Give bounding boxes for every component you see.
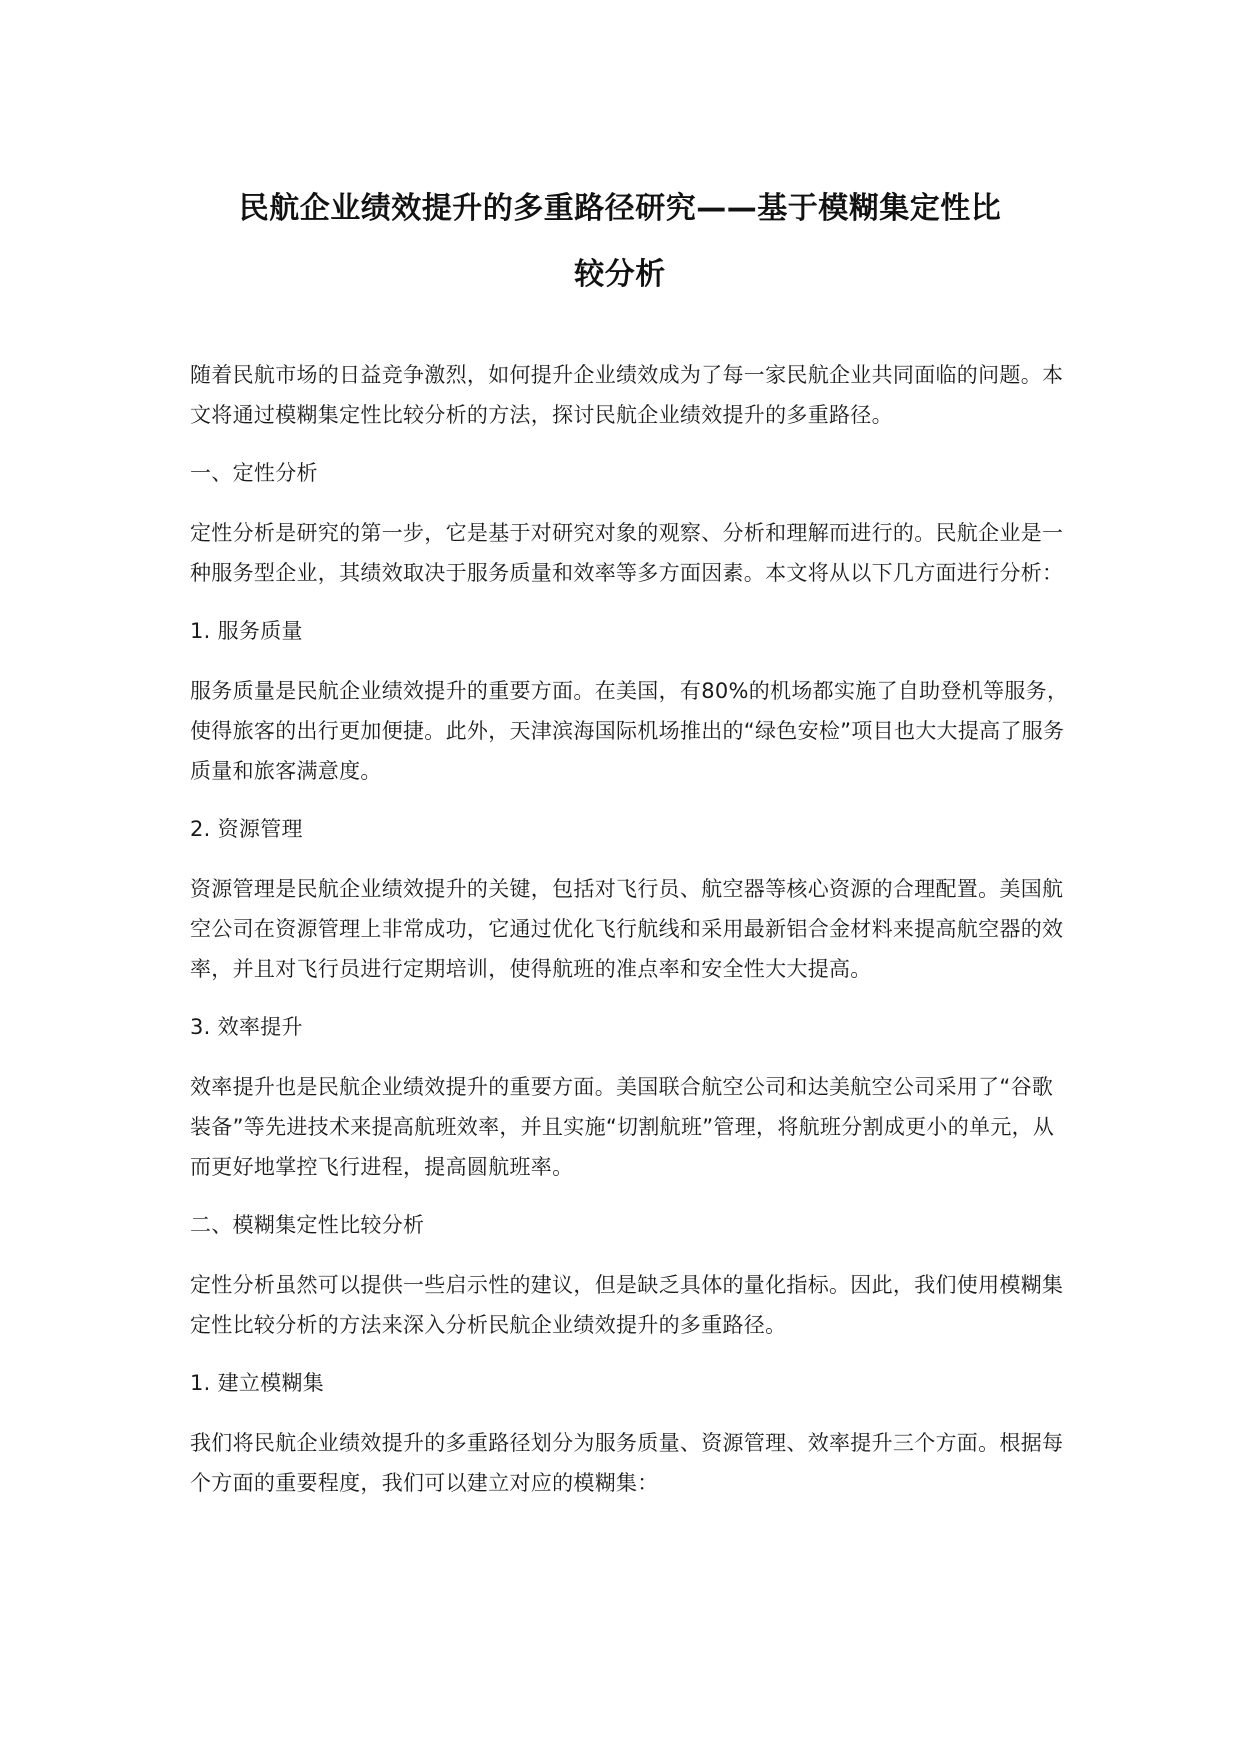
fuzzy-set-paragraph: 我们将民航企业绩效提升的多重路径划分为服务质量、资源管理、效率提升三个方面。根据每个方面的重要程度，我们可以建立对应的模糊集： [190, 1431, 1064, 1495]
document-title [190, 176, 1050, 308]
resource-management-paragraph: 资源管理是民航企业绩效提升的关键，包括对飞行员、航空器等核心资源的合理配置。美国航空公司在资源管理上非常成功，它通过优化飞行航线和采用最新铝合金材料来提高航空器的效率，并且对飞行员进行定期培训，使得航班的准点率和安全性大大提高。 [190, 877, 1064, 981]
qualitative-paragraph: 定性分析是研究的第一步，它是基于对研究对象的观察、分析和理解而进行的。民航企业是一种服务型企业，其绩效取决于服务质量和效率等多方面因素。本文将从以下几方面进行分析： [190, 521, 1064, 585]
efficiency-paragraph: 效率提升也是民航企业绩效提升的重要方面。美国联合航空公司和达美航空公司采用了“谷歌装备”等先进技术来提高航班效率，并且实施“切割航班”管理，将航班分割成更小的单元，从而更好地掌控飞行进程，提高圆航班率。 [190, 1075, 1055, 1179]
section-heading-fsqca: 二、模糊集定性比较分析 [190, 1213, 425, 1237]
service-quality-paragraph: 服务质量是民航企业绩效提升的重要方面。在美国，有80%的机场都实施了自助登机等服务，使得旅客的出行更加便捷。此外，天津滨海国际机场推出的“绿色安检”项目也大大提高了服务质量和旅客满意度。 [190, 679, 1069, 783]
intro-paragraph: 随着民航市场的日益竞争激烈，如何提升企业绩效成为了每一家民航企业共同面临的问题。本文将通过模糊集定性比较分析的方法，探讨民航企业绩效提升的多重路径。 [190, 363, 1064, 427]
fsqca-paragraph: 定性分析虽然可以提供一些启示性的建议，但是缺乏具体的量化指标。因此，我们使用模糊集定性比较分析的方法来深入分析民航企业绩效提升的多重路径。 [190, 1273, 1064, 1337]
subheading-resource-management: 2. 资源管理 [190, 817, 303, 841]
section-heading-qualitative: 一、定性分析 [190, 461, 318, 485]
document-body [190, 355, 1070, 1521]
subheading-efficiency: 3. 效率提升 [190, 1015, 303, 1039]
subheading-service-quality: 1. 服务质量 [190, 619, 303, 643]
document-title-line-2: 较分析 [574, 257, 666, 292]
document-title-line-1: 民航企业绩效提升的多重路径研究——基于模糊集定性比 [238, 191, 1002, 226]
subheading-build-fuzzy-set: 1. 建立模糊集 [190, 1371, 325, 1395]
